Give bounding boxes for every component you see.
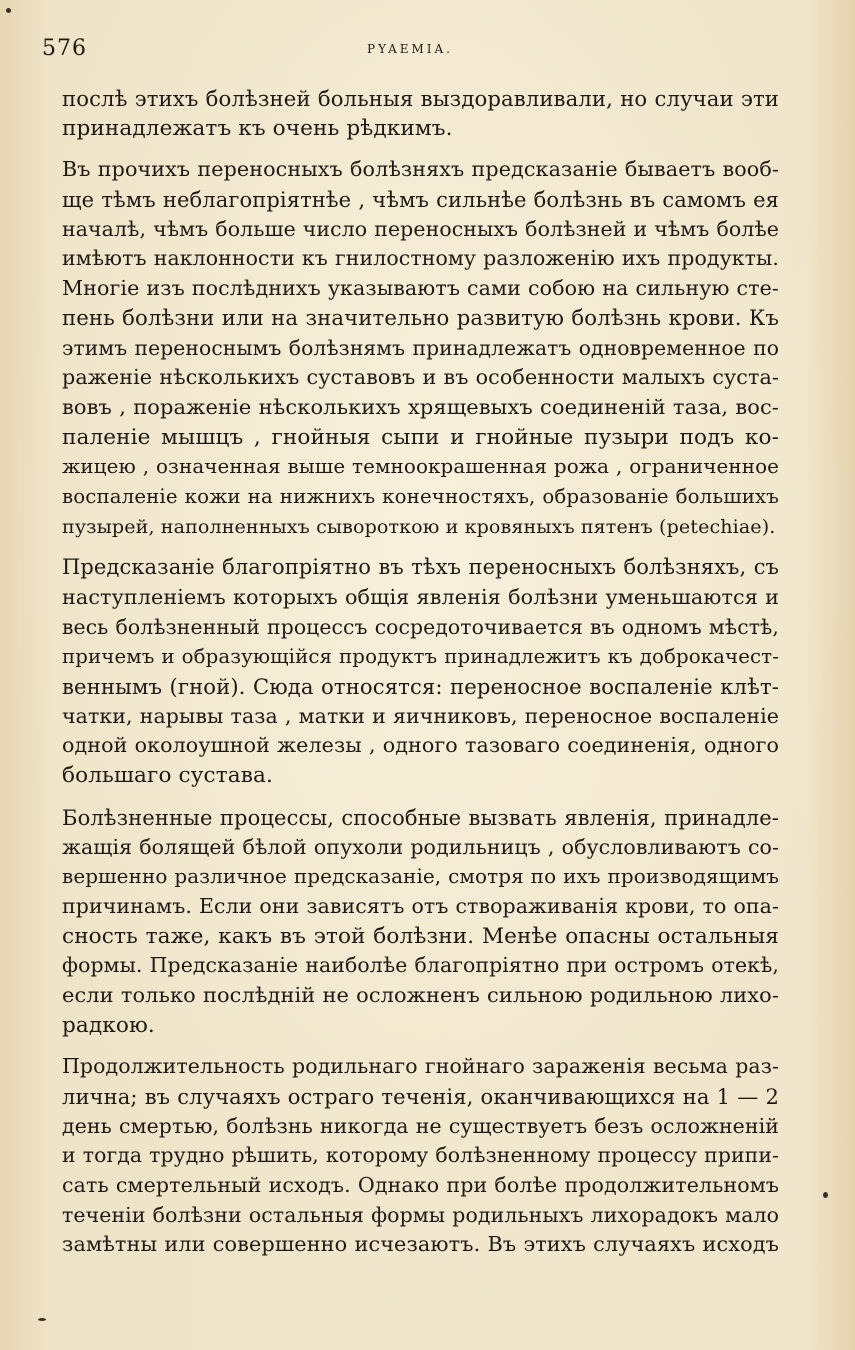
paragraph (62, 1052, 779, 1260)
text-line: одной околоушной железы , одного тазоваго соединенія, одного (62, 733, 779, 758)
print-speck (38, 1318, 46, 1321)
text-line: раженіе нѣсколькихъ суставовъ и въ особенности малыхъ суста- (62, 365, 779, 390)
text-line: Предсказаніе благопріятно въ тѣхъ переносныхъ болѣзняхъ, съ (62, 555, 779, 580)
paragraph-gap (62, 541, 779, 553)
text-line: теченіи болѣзни остальныя формы родильныхъ лихорадокъ мало (62, 1202, 779, 1227)
text-line: принадлежатъ къ очень рѣдкимъ. (62, 115, 453, 141)
text-line: лична; въ случаяхъ остраго теченія, оканчивающихся на 1 — 2 (62, 1084, 779, 1109)
paragraph (62, 803, 779, 1041)
paragraph-gap (62, 791, 779, 803)
running-title: PYAEMIA. (367, 42, 453, 56)
text-line: замѣтны или совершенно исчезаютъ. Въ этихъ случаяхъ исходъ (62, 1232, 779, 1257)
print-speck (6, 8, 11, 13)
text-line: чатки, нарывы таза , матки и яичниковъ, переносное воспаленіе (62, 703, 779, 728)
text-line: жащія болящей бѣлой опухоли родильницъ , обусловливаютъ со- (62, 834, 779, 859)
text-line: весь болѣзненный процессъ сосредоточивается въ одномъ мѣстѣ, (62, 614, 779, 639)
paragraph (62, 553, 779, 791)
text-line: радкою. (62, 1012, 155, 1038)
text-line: если только послѣдній не осложненъ сильною родильною лихо- (62, 982, 779, 1007)
page-header (40, 36, 780, 68)
text-line: сать смертельный исходъ. Однако при болѣе продолжительномъ (62, 1173, 779, 1198)
text-line: Продолжительность родильнаго гнойнаго зараженія весьма раз- (62, 1054, 779, 1079)
text-line: Болѣзненные процессы, способные вызвать явленія, принадле- (62, 804, 779, 830)
text-line: паленіе мышцъ , гнойныя сыпи и гнойные пузыри подъ ко- (62, 424, 779, 450)
text-line: пень болѣзни или на значительно развитую болѣзнь крови. Къ (62, 305, 779, 331)
text-line: большаго сустава. (62, 763, 273, 789)
text-line: веннымъ (гной). Сюда относятся: переносное воспаленіе клѣт- (62, 674, 779, 700)
text-line: Многіе изъ послѣднихъ указываютъ сами собою на сильную сте- (62, 276, 779, 301)
text-line: послѣ этихъ болѣзней больныя выздоравливали, но случаи эти (62, 86, 779, 111)
text-line: и тогда трудно рѣшить, которому болѣзненному процессу припи- (62, 1143, 779, 1168)
page-number: 576 (42, 36, 87, 61)
paragraph-gap (62, 1040, 779, 1052)
text-line: причемъ и образующійся продуктъ принадлежитъ къ доброкачест- (62, 645, 779, 669)
text-line: пузырей, наполненныхъ сывороткою и кровяныхъ пятенъ (petechiae). (62, 514, 776, 538)
text-line: воспаленіе кожи на нижнихъ конечностяхъ, образованіе большихъ (62, 484, 779, 508)
text-line: ще тѣмъ неблагопріятнѣе , чѣмъ сильнѣе болѣзнь въ самомъ ея (62, 187, 779, 213)
paragraph (62, 84, 779, 143)
text-line: вершенно различное предсказаніе, смотря по ихъ производящимъ (62, 865, 779, 889)
text-line: жицею , означенная выше темноокрашенная рожа , ограниченное (62, 455, 779, 479)
text-line: этимъ переноснымъ болѣзнямъ принадлежатъ одновременное по (62, 335, 779, 360)
paragraph-gap (62, 143, 779, 155)
print-speck (823, 1192, 828, 1198)
text-line: началѣ, чѣмъ больше число переносныхъ болѣзней и чѣмъ болѣе (62, 216, 779, 241)
text-line: Въ прочихъ переносныхъ болѣзняхъ предсказаніе бываетъ вооб- (62, 157, 779, 182)
text-line: день смертью, болѣзнь никогда не существуетъ безъ осложненій (62, 1113, 779, 1138)
text-line: причинамъ. Если они зависятъ отъ створаживанія крови, то опа- (62, 893, 779, 918)
text-line: имѣютъ наклонности къ гнилостному разложенію ихъ продукты. (62, 246, 779, 271)
text-line: наступленіемъ которыхъ общія явленія болѣзни уменьшаются и (62, 585, 779, 609)
text-line: формы. Предсказаніе наиболѣе благопріятно при остромъ отекѣ, (62, 953, 779, 978)
page-body (62, 84, 779, 1260)
text-line: сность таже, какъ въ этой болѣзни. Менѣе опасны остальныя (62, 923, 779, 949)
text-line: вовъ , пораженіе нѣсколькихъ хрящевыхъ соединеній таза, вос- (62, 394, 779, 419)
paragraph (62, 155, 779, 541)
